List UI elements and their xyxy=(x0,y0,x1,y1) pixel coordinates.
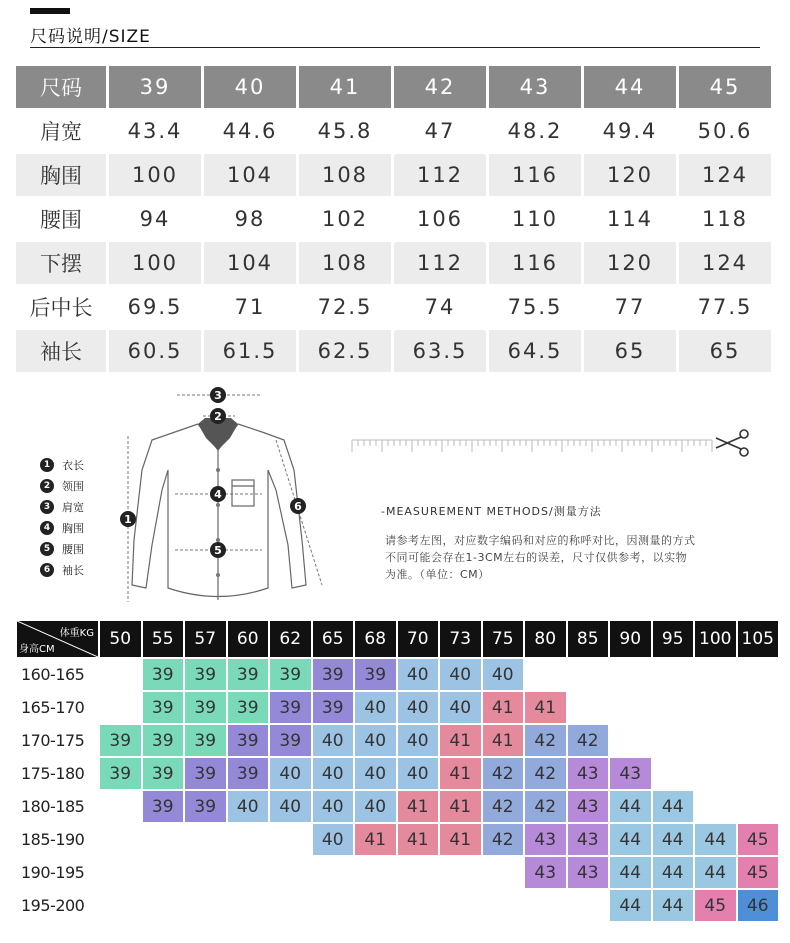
size-header-cell: 41 xyxy=(299,66,394,110)
weight-header-cell: 60 xyxy=(227,620,270,658)
size-cell: 94 xyxy=(109,198,204,242)
height-row xyxy=(16,691,779,724)
size-recommendation-cell: 44 xyxy=(694,823,737,856)
size-recommendation-cell: 40 xyxy=(397,691,440,724)
size-cell: 44.6 xyxy=(204,110,299,154)
size-recommendation-cell: 44 xyxy=(609,889,652,922)
size-recommendation-cell: 41 xyxy=(397,790,440,823)
size-cell: 120 xyxy=(584,154,679,198)
size-table xyxy=(16,66,774,374)
size-cell: 69.5 xyxy=(109,286,204,330)
weight-header-cell: 100 xyxy=(694,620,737,658)
size-cell: 102 xyxy=(299,198,394,242)
empty-cell xyxy=(99,823,142,856)
size-recommendation-cell: 39 xyxy=(99,757,142,790)
size-row xyxy=(16,110,774,154)
empty-cell xyxy=(694,790,737,823)
size-recommendation-cell: 40 xyxy=(312,757,355,790)
size-cell: 50.6 xyxy=(679,110,774,154)
size-recommendation-cell: 44 xyxy=(652,823,695,856)
empty-cell xyxy=(397,856,440,889)
size-recommendation-cell: 39 xyxy=(184,724,227,757)
size-recommendation-cell: 40 xyxy=(439,691,482,724)
empty-cell xyxy=(227,823,270,856)
diagram-marker-number: 5 xyxy=(214,544,222,557)
size-cell: 108 xyxy=(299,154,394,198)
height-row xyxy=(16,856,779,889)
weight-height-grid xyxy=(16,620,779,922)
size-recommendation-cell: 39 xyxy=(227,691,270,724)
weight-header-row xyxy=(16,620,779,658)
empty-cell xyxy=(227,889,270,922)
size-row xyxy=(16,242,774,286)
size-cell: 98 xyxy=(204,198,299,242)
size-recommendation-cell: 41 xyxy=(439,823,482,856)
size-recommendation-cell: 39 xyxy=(312,691,355,724)
size-recommendation-cell: 39 xyxy=(269,724,312,757)
legend-item xyxy=(40,517,84,538)
size-header-cell: 39 xyxy=(109,66,204,110)
empty-cell xyxy=(99,790,142,823)
size-cell: 106 xyxy=(394,198,489,242)
size-recommendation-cell: 42 xyxy=(482,757,525,790)
size-recommendation-cell: 43 xyxy=(567,757,610,790)
size-recommendation-cell: 39 xyxy=(227,757,270,790)
height-row xyxy=(16,658,779,691)
size-recommendation-cell: 39 xyxy=(227,724,270,757)
size-recommendation-cell: 42 xyxy=(524,790,567,823)
empty-cell xyxy=(737,790,780,823)
size-recommendation-cell: 45 xyxy=(737,856,780,889)
size-header-cell: 40 xyxy=(204,66,299,110)
size-recommendation-cell: 41 xyxy=(524,691,567,724)
size-recommendation-cell: 40 xyxy=(312,823,355,856)
size-recommendation-cell: 40 xyxy=(354,790,397,823)
size-cell: 114 xyxy=(584,198,679,242)
diagram-marker-number: 1 xyxy=(124,513,132,526)
empty-cell xyxy=(227,856,270,889)
size-recommendation-cell: 39 xyxy=(142,724,185,757)
method-line: 为准。（单位：CM） xyxy=(385,568,490,581)
empty-cell xyxy=(99,658,142,691)
empty-cell xyxy=(652,724,695,757)
size-cell: 72.5 xyxy=(299,286,394,330)
size-recommendation-cell: 44 xyxy=(652,856,695,889)
legend-item xyxy=(40,454,84,475)
empty-cell xyxy=(99,691,142,724)
size-recommendation-cell: 40 xyxy=(397,757,440,790)
empty-cell xyxy=(269,823,312,856)
empty-cell xyxy=(609,691,652,724)
size-row-label: 袖长 xyxy=(16,330,109,374)
size-recommendation-cell: 39 xyxy=(142,658,185,691)
weight-header-cell: 50 xyxy=(99,620,142,658)
size-recommendation-cell: 39 xyxy=(312,658,355,691)
size-recommendation-cell: 39 xyxy=(227,658,270,691)
empty-cell xyxy=(269,856,312,889)
size-row-label: 胸围 xyxy=(16,154,109,198)
size-recommendation-cell: 39 xyxy=(354,658,397,691)
size-cell: 48.2 xyxy=(489,110,584,154)
weight-axis-label: 体重KG xyxy=(59,628,94,639)
size-cell: 100 xyxy=(109,242,204,286)
empty-cell xyxy=(269,889,312,922)
weight-header-cell: 105 xyxy=(737,620,780,658)
weight-header-cell: 95 xyxy=(652,620,695,658)
size-recommendation-cell: 39 xyxy=(142,691,185,724)
size-header-cell: 45 xyxy=(679,66,774,110)
size-recommendation-cell: 39 xyxy=(184,790,227,823)
empty-cell xyxy=(184,856,227,889)
empty-cell xyxy=(609,724,652,757)
size-recommendation-cell: 41 xyxy=(482,691,525,724)
empty-cell xyxy=(609,658,652,691)
empty-cell xyxy=(652,658,695,691)
legend-number-badge: 4 xyxy=(40,521,54,535)
size-cell: 100 xyxy=(109,154,204,198)
size-recommendation-cell: 44 xyxy=(652,889,695,922)
empty-cell xyxy=(694,757,737,790)
empty-cell xyxy=(737,724,780,757)
size-recommendation-cell: 40 xyxy=(269,790,312,823)
size-header-label: 尺码 xyxy=(16,66,109,110)
size-recommendation-cell: 39 xyxy=(269,658,312,691)
diagram-marker-number: 6 xyxy=(294,500,302,513)
height-label: 195-200 xyxy=(16,889,99,922)
empty-cell xyxy=(184,823,227,856)
page-title: 尺码说明/SIZE xyxy=(30,27,151,47)
size-cell: 43.4 xyxy=(109,110,204,154)
empty-cell xyxy=(354,856,397,889)
size-header-row xyxy=(16,66,774,110)
empty-cell xyxy=(737,658,780,691)
size-recommendation-cell: 39 xyxy=(142,790,185,823)
empty-cell xyxy=(524,889,567,922)
empty-cell xyxy=(439,856,482,889)
size-cell: 118 xyxy=(679,198,774,242)
weight-header-cell: 85 xyxy=(567,620,610,658)
size-cell: 124 xyxy=(679,154,774,198)
empty-cell xyxy=(184,889,227,922)
empty-cell xyxy=(567,889,610,922)
weight-header-cell: 55 xyxy=(142,620,185,658)
size-cell: 112 xyxy=(394,154,489,198)
size-cell: 49.4 xyxy=(584,110,679,154)
empty-cell xyxy=(99,856,142,889)
empty-cell xyxy=(737,757,780,790)
diagram-marker-number: 2 xyxy=(214,410,222,423)
measurement-legend xyxy=(40,454,84,580)
size-cell: 60.5 xyxy=(109,330,204,374)
grid-corner xyxy=(16,620,99,658)
size-cell: 77.5 xyxy=(679,286,774,330)
size-cell: 120 xyxy=(584,242,679,286)
size-recommendation-cell: 39 xyxy=(269,691,312,724)
size-recommendation-cell: 42 xyxy=(482,790,525,823)
size-recommendation-cell: 39 xyxy=(184,757,227,790)
legend-item xyxy=(40,559,84,580)
empty-cell xyxy=(694,658,737,691)
measurement-methods-text xyxy=(385,532,735,583)
legend-label: 领围 xyxy=(62,479,84,493)
empty-cell xyxy=(567,691,610,724)
empty-cell xyxy=(312,856,355,889)
header-accent-bar xyxy=(30,8,70,14)
diagram-marker-number: 3 xyxy=(214,389,222,402)
size-row-label: 后中长 xyxy=(16,286,109,330)
empty-cell xyxy=(737,691,780,724)
size-row-label: 腰围 xyxy=(16,198,109,242)
size-recommendation-cell: 43 xyxy=(524,856,567,889)
size-recommendation-cell: 42 xyxy=(524,724,567,757)
empty-cell xyxy=(694,691,737,724)
size-recommendation-cell: 44 xyxy=(609,856,652,889)
size-row xyxy=(16,330,774,374)
size-recommendation-cell: 41 xyxy=(439,724,482,757)
size-recommendation-cell: 40 xyxy=(397,724,440,757)
size-cell: 104 xyxy=(204,154,299,198)
size-cell: 108 xyxy=(299,242,394,286)
empty-cell xyxy=(652,757,695,790)
size-recommendation-cell: 40 xyxy=(269,757,312,790)
size-recommendation-cell: 40 xyxy=(312,790,355,823)
size-header-cell: 44 xyxy=(584,66,679,110)
size-header-cell: 43 xyxy=(489,66,584,110)
diagram-marker-number: 4 xyxy=(214,488,222,501)
height-label: 170-175 xyxy=(16,724,99,757)
empty-cell xyxy=(99,889,142,922)
size-cell: 61.5 xyxy=(204,330,299,374)
size-recommendation-cell: 40 xyxy=(397,658,440,691)
height-label: 165-170 xyxy=(16,691,99,724)
size-cell: 116 xyxy=(489,242,584,286)
weight-header-cell: 80 xyxy=(524,620,567,658)
size-recommendation-cell: 42 xyxy=(482,823,525,856)
size-recommendation-cell: 43 xyxy=(567,823,610,856)
size-recommendation-cell: 40 xyxy=(354,691,397,724)
size-recommendation-cell: 41 xyxy=(482,724,525,757)
size-row-label: 肩宽 xyxy=(16,110,109,154)
empty-cell xyxy=(567,658,610,691)
size-recommendation-cell: 44 xyxy=(652,790,695,823)
empty-cell xyxy=(694,724,737,757)
height-row xyxy=(16,889,779,922)
size-cell: 71 xyxy=(204,286,299,330)
size-row xyxy=(16,154,774,198)
height-row xyxy=(16,823,779,856)
size-recommendation-cell: 46 xyxy=(737,889,780,922)
size-recommendation-cell: 41 xyxy=(439,790,482,823)
header-divider xyxy=(30,47,760,48)
size-recommendation-cell: 41 xyxy=(397,823,440,856)
legend-number-badge: 5 xyxy=(40,542,54,556)
legend-item xyxy=(40,475,84,496)
size-recommendation-cell: 40 xyxy=(354,757,397,790)
size-recommendation-cell: 43 xyxy=(567,790,610,823)
size-cell: 64.5 xyxy=(489,330,584,374)
size-recommendation-cell: 40 xyxy=(227,790,270,823)
empty-cell xyxy=(652,691,695,724)
method-line: 请参考左图，对应数字编码和对应的称呼对比，因测量的方式 xyxy=(385,534,696,547)
size-recommendation-cell: 40 xyxy=(482,658,525,691)
size-cell: 104 xyxy=(204,242,299,286)
empty-cell xyxy=(482,889,525,922)
empty-cell xyxy=(142,823,185,856)
height-label: 175-180 xyxy=(16,757,99,790)
size-row xyxy=(16,286,774,330)
size-header-cell: 42 xyxy=(394,66,489,110)
size-recommendation-cell: 41 xyxy=(354,823,397,856)
legend-number-badge: 6 xyxy=(40,563,54,577)
empty-cell xyxy=(142,889,185,922)
size-cell: 63.5 xyxy=(394,330,489,374)
empty-cell xyxy=(482,856,525,889)
weight-header-cell: 68 xyxy=(354,620,397,658)
size-recommendation-cell: 43 xyxy=(609,757,652,790)
height-row xyxy=(16,724,779,757)
size-recommendation-cell: 41 xyxy=(439,757,482,790)
size-row xyxy=(16,198,774,242)
size-cell: 112 xyxy=(394,242,489,286)
empty-cell xyxy=(312,889,355,922)
size-recommendation-cell: 40 xyxy=(354,724,397,757)
legend-label: 胸围 xyxy=(62,521,84,535)
size-cell: 110 xyxy=(489,198,584,242)
legend-item xyxy=(40,538,84,559)
height-axis-label: 身高CM xyxy=(19,644,55,655)
size-recommendation-cell: 40 xyxy=(439,658,482,691)
weight-header-cell: 70 xyxy=(397,620,440,658)
size-recommendation-cell: 43 xyxy=(567,856,610,889)
size-recommendation-cell: 45 xyxy=(737,823,780,856)
size-cell: 74 xyxy=(394,286,489,330)
weight-header-cell: 62 xyxy=(269,620,312,658)
measurement-methods-title: -MEASUREMENT METHODS/测量方法 xyxy=(381,505,602,518)
weight-header-cell: 90 xyxy=(609,620,652,658)
weight-header-cell: 57 xyxy=(184,620,227,658)
size-recommendation-cell: 39 xyxy=(184,658,227,691)
weight-header-cell: 75 xyxy=(482,620,525,658)
size-recommendation-cell: 40 xyxy=(312,724,355,757)
size-recommendation-cell: 39 xyxy=(184,691,227,724)
method-line: 不同可能会存在1-3CM左右的误差，尺寸仅供参考，以实物 xyxy=(385,551,688,564)
height-label: 180-185 xyxy=(16,790,99,823)
empty-cell xyxy=(142,856,185,889)
scissors-icon xyxy=(716,430,748,456)
size-recommendation-cell: 39 xyxy=(142,757,185,790)
legend-label: 肩宽 xyxy=(62,500,84,514)
height-row xyxy=(16,790,779,823)
size-recommendation-cell: 44 xyxy=(609,823,652,856)
height-label: 185-190 xyxy=(16,823,99,856)
size-cell: 124 xyxy=(679,242,774,286)
size-recommendation-cell: 39 xyxy=(99,724,142,757)
empty-cell xyxy=(524,658,567,691)
height-row xyxy=(16,757,779,790)
height-label: 190-195 xyxy=(16,856,99,889)
legend-label: 袖长 xyxy=(62,563,84,577)
legend-label: 衣长 xyxy=(62,458,84,472)
size-cell: 116 xyxy=(489,154,584,198)
height-label: 160-165 xyxy=(16,658,99,691)
size-cell: 65 xyxy=(679,330,774,374)
legend-number-badge: 1 xyxy=(40,458,54,472)
size-cell: 75.5 xyxy=(489,286,584,330)
size-recommendation-cell: 42 xyxy=(567,724,610,757)
size-cell: 65 xyxy=(584,330,679,374)
size-recommendation-cell: 42 xyxy=(524,757,567,790)
size-row-label: 下摆 xyxy=(16,242,109,286)
size-cell: 45.8 xyxy=(299,110,394,154)
size-cell: 47 xyxy=(394,110,489,154)
empty-cell xyxy=(354,889,397,922)
weight-header-cell: 73 xyxy=(439,620,482,658)
legend-number-badge: 3 xyxy=(40,500,54,514)
size-cell: 77 xyxy=(584,286,679,330)
empty-cell xyxy=(439,889,482,922)
size-recommendation-cell: 44 xyxy=(609,790,652,823)
size-recommendation-cell: 44 xyxy=(694,856,737,889)
legend-label: 腰围 xyxy=(62,542,84,556)
legend-number-badge: 2 xyxy=(40,479,54,493)
empty-cell xyxy=(397,889,440,922)
size-recommendation-cell: 43 xyxy=(524,823,567,856)
size-recommendation-cell: 45 xyxy=(694,889,737,922)
weight-header-cell: 65 xyxy=(312,620,355,658)
legend-item xyxy=(40,496,84,517)
size-cell: 62.5 xyxy=(299,330,394,374)
